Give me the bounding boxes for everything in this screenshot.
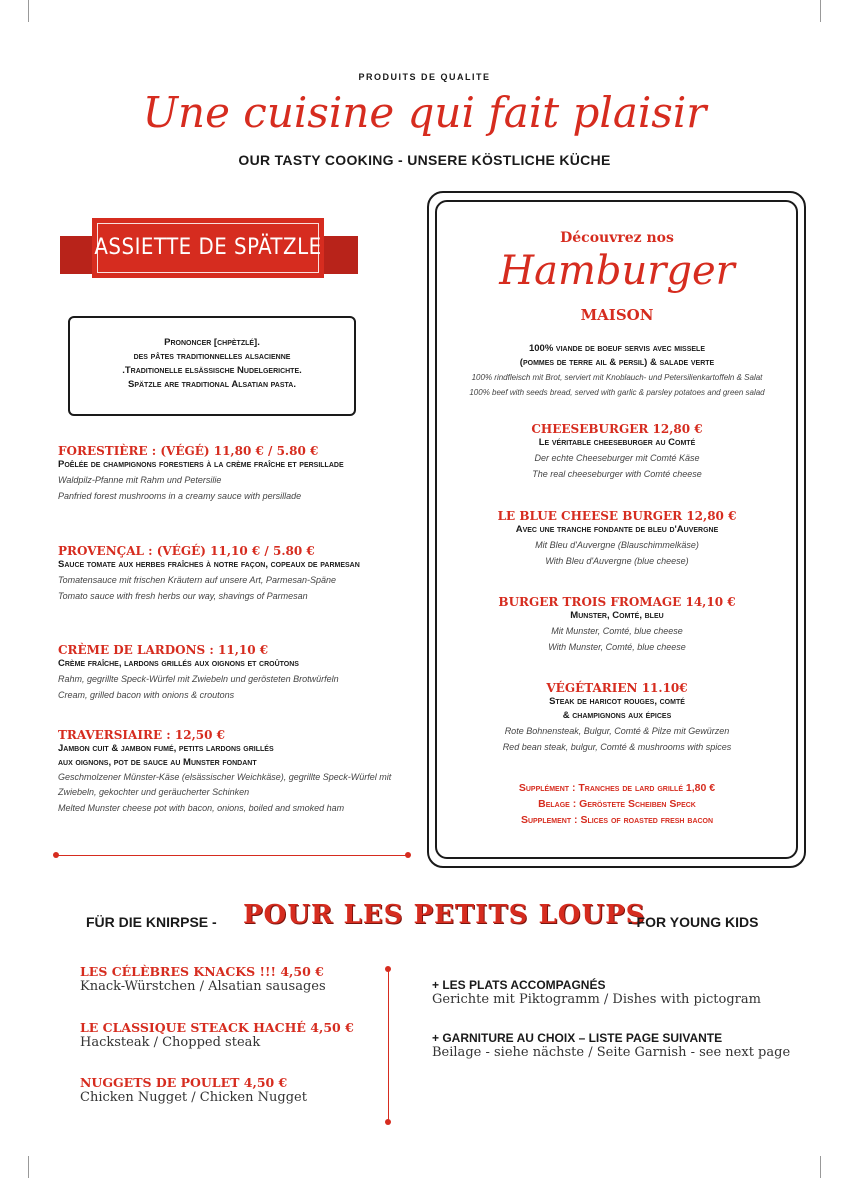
item-desc: aux oignons, pot de sauce au Munster fondant bbox=[58, 757, 257, 768]
banner-ribbon-right bbox=[318, 236, 358, 274]
item-title: LE BLUE CHEESE BURGER 12,80 € bbox=[497, 509, 737, 523]
item-title: BURGER TROIS FROMAGE 14,10 € bbox=[498, 595, 736, 609]
section-banner: ASSIETTE DE SPÄTZLE bbox=[92, 218, 324, 278]
divider-dot bbox=[405, 852, 411, 858]
note-line: Spätzle are traditional Alsatian pasta. bbox=[128, 379, 296, 390]
divider-dot bbox=[385, 966, 391, 972]
item-title: FORESTIÈRE : (VÉGÉ) 11,80 € / 5.80 € bbox=[58, 444, 319, 458]
burger-maison: MAISON bbox=[580, 306, 654, 324]
note-line: des pâtes traditionnelles alsacienne bbox=[133, 351, 291, 362]
item-de: Tomatensauce mit frischen Kräutern auf unsere Art, Parmesan-Späne bbox=[58, 575, 336, 585]
kids-item bbox=[80, 1020, 380, 1050]
item-title: VÉGÉTARIEN 11.10€ bbox=[546, 681, 688, 695]
note-line: Prononcer [chpètzlé]. bbox=[164, 337, 260, 348]
burger-intro: Découvrez nos bbox=[560, 230, 674, 246]
burger-item bbox=[440, 509, 794, 569]
divider-dot bbox=[385, 1119, 391, 1125]
menu-item bbox=[58, 728, 393, 816]
burger-item bbox=[440, 681, 794, 755]
item-de: Rote Bohnensteak, Bulgur, Comté & Pilze mit Gewürzen bbox=[504, 726, 730, 736]
kids-extra-title: + LES PLATS ACCOMPAGNÉS bbox=[432, 978, 606, 992]
item-de: Rahm, gegrillte Speck-Würfel mit Zwiebeln und gerösteten Brotwürfeln bbox=[58, 674, 339, 684]
kids-item-trans: Hacksteak / Chopped steak bbox=[80, 1035, 261, 1050]
item-title: PROVENÇAL : (VÉGÉ) 11,10 € / 5.80 € bbox=[58, 544, 315, 558]
burger-base bbox=[440, 342, 794, 400]
burger-item bbox=[440, 422, 794, 482]
supplement-fr: Supplément : Tranches de lard grillé 1,80 € bbox=[518, 782, 716, 794]
crop-mark bbox=[28, 0, 29, 22]
kids-item-trans: Chicken Nugget / Chicken Nugget bbox=[80, 1090, 307, 1105]
kids-extra-trans: Gerichte mit Piktogramm / Dishes with pictogram bbox=[432, 992, 761, 1007]
item-de: Mit Munster, Comté, blue cheese bbox=[551, 626, 683, 636]
item-desc: 100% viande de boeuf servis avec missele bbox=[528, 343, 705, 354]
item-de: Mit Bleu d'Auvergne (Blauschimmelkäse) bbox=[535, 540, 699, 550]
note-line: .Traditionelle elsässische Nudelgerichte. bbox=[122, 365, 302, 376]
divider-dot bbox=[53, 852, 59, 858]
item-en: Cream, grilled bacon with onions & croutons bbox=[58, 690, 235, 700]
kids-item-title: LES CÉLÈBRES KNACKS !!! 4,50 € bbox=[80, 964, 324, 979]
item-en: 100% beef with seeds bread, served with garlic & parsley potatoes and green salad bbox=[469, 388, 765, 397]
item-desc: Le véritable cheeseburger au Comté bbox=[538, 437, 696, 448]
kids-item bbox=[80, 1075, 380, 1105]
menu-item bbox=[58, 643, 393, 703]
crop-mark bbox=[820, 1156, 821, 1178]
item-en: Panfried forest mushrooms in a creamy sauce with persillade bbox=[58, 491, 302, 501]
kids-post: - FOR YOUNG KIDS bbox=[628, 914, 759, 930]
menu-item bbox=[58, 444, 393, 504]
kids-extra bbox=[432, 978, 812, 1007]
item-de: 100% rindfleisch mit Brot, serviert mit Knoblauch- und Petersilienkartoffeln & Salat bbox=[471, 373, 763, 382]
kids-item-title: LE CLASSIQUE STEACK HACHÉ 4,50 € bbox=[80, 1020, 354, 1035]
tagline: PRODUITS DE QUALITE bbox=[358, 72, 491, 82]
menu-item bbox=[58, 544, 393, 604]
kids-extra-title: + GARNITURE AU CHOIX – LISTE PAGE SUIVANTE bbox=[432, 1031, 723, 1045]
burger-item bbox=[440, 595, 794, 655]
item-desc: (pommes de terre ail & persil) & salade verte bbox=[519, 357, 715, 368]
item-en: With Bleu d'Auvergne (blue cheese) bbox=[545, 556, 689, 566]
kids-item-title: NUGGETS DE POULET 4,50 € bbox=[80, 1075, 288, 1090]
spaetzle-note bbox=[68, 316, 356, 416]
item-desc: Sauce tomate aux herbes fraîches à notre façon, copeaux de parmesan bbox=[58, 559, 360, 570]
item-desc: Jambon cuit & jambon fumé, petits lardons grillés bbox=[58, 743, 274, 754]
kids-extra-trans: Beilage - siehe nächste / Seite Garnish - see next page bbox=[432, 1045, 791, 1060]
item-desc: Steak de haricot rouges, comté bbox=[549, 696, 685, 707]
vertical-divider bbox=[388, 970, 389, 1122]
item-en: Red bean steak, bulgur, Comté & mushrooms with spices bbox=[502, 742, 732, 752]
item-de: Der echte Cheeseburger mit Comté Käse bbox=[534, 453, 700, 463]
item-en: Melted Munster cheese pot with bacon, onions, boiled and smoked ham bbox=[58, 803, 345, 813]
item-title: CRÈME DE LARDONS : 11,10 € bbox=[58, 643, 269, 657]
item-en: The real cheeseburger with Comté cheese bbox=[532, 469, 702, 479]
item-desc: Crème fraîche, lardons grillés aux oignons et croûtons bbox=[58, 658, 299, 669]
item-de: Waldpilz-Pfanne mit Rahm und Petersilie bbox=[58, 475, 222, 485]
kids-extra bbox=[432, 1031, 812, 1060]
item-title: TRAVERSIAIRE : 12,50 € bbox=[58, 728, 225, 742]
item-desc: Poêlée de champignons forestiers à la crème fraîche et persillade bbox=[58, 459, 344, 470]
kids-pre: FÜR DIE KNIRPSE - bbox=[86, 914, 217, 930]
kids-item bbox=[80, 964, 380, 994]
crop-mark bbox=[28, 1156, 29, 1178]
kids-title: POUR LES PETITS LOUPS bbox=[243, 900, 646, 930]
supplement-de: Belage : Geröstete Scheiben Speck bbox=[538, 798, 696, 810]
item-en: Tomato sauce with fresh herbs our way, shavings of Parmesan bbox=[58, 591, 308, 601]
item-de: Geschmolzener Münster-Käse (elsässischer Weichkäse), gegrillte Speck-Würfel mit Zwiebeln, gekochter und geräucherter Schinken bbox=[58, 772, 392, 797]
burger-title: Hamburger bbox=[499, 248, 735, 294]
supplement-en: Supplement : Slices of roasted fresh bacon bbox=[520, 814, 714, 826]
crop-mark bbox=[820, 0, 821, 22]
item-en: With Munster, Comté, blue cheese bbox=[548, 642, 686, 652]
section-divider bbox=[56, 855, 408, 856]
banner-border bbox=[97, 223, 319, 273]
page-subtitle: OUR TASTY COOKING - UNSERE KÖSTLICHE KÜCHE bbox=[238, 152, 611, 168]
item-desc: Avec une tranche fondante de bleu d'Auvergne bbox=[515, 524, 719, 535]
supplements bbox=[440, 780, 794, 828]
item-desc: & champignons aux épices bbox=[562, 710, 672, 721]
page-title: Une cuisine qui fait plaisir bbox=[142, 88, 707, 137]
item-title: CHEESEBURGER 12,80 € bbox=[531, 422, 703, 436]
item-desc: Munster, Comté, bleu bbox=[570, 610, 664, 621]
kids-item-trans: Knack-Würstchen / Alsatian sausages bbox=[80, 979, 326, 994]
